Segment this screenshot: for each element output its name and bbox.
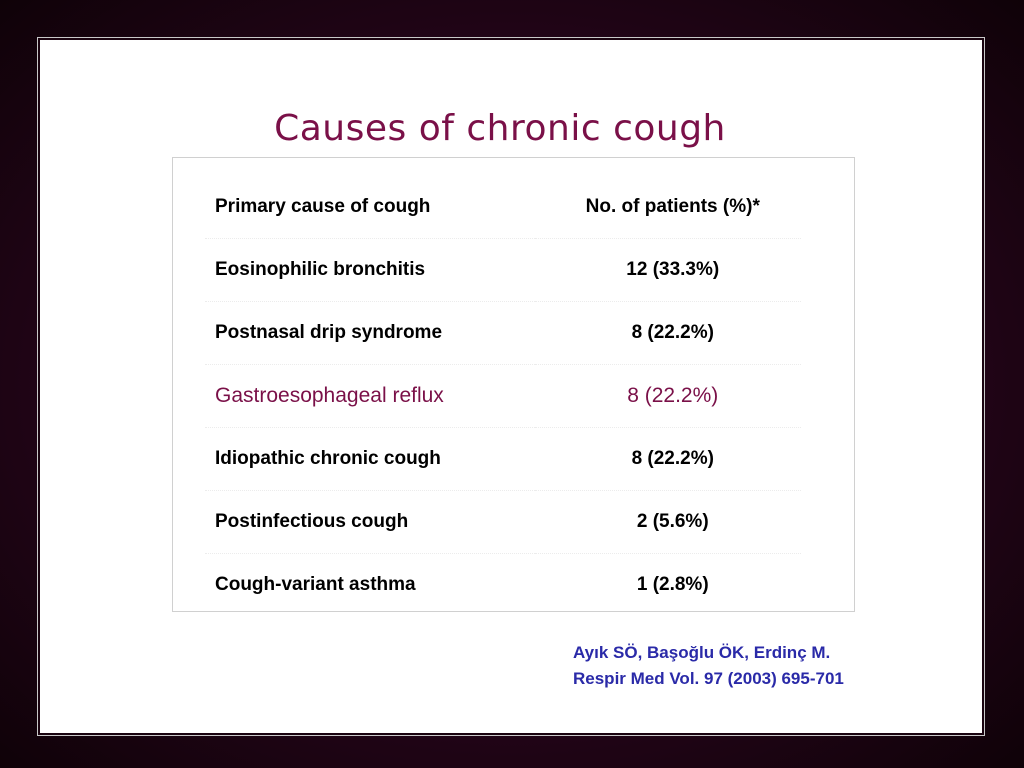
cause-cell: Postnasal drip syndrome [205,302,535,365]
header-cause: Primary cause of cough [205,176,535,239]
cause-cell: Gastroesophageal reflux [205,365,535,428]
table-header-row [205,176,801,239]
patients-cell: 8 (22.2%) [535,365,801,428]
citation-journal: Respir Med Vol. 97 (2003) 695-701 [573,669,844,688]
table-row [205,302,801,365]
header-patients: No. of patients (%)* [535,176,801,239]
table-row [205,239,801,302]
cause-cell: Idiopathic chronic cough [205,428,535,491]
patients-cell: 2 (5.6%) [535,491,801,554]
cause-cell: Cough-variant asthma [215,574,416,595]
cause-cell: Postinfectious cough [205,491,535,554]
citation [573,640,844,692]
citation-authors: Ayık SÖ, Başoğlu ÖK, Erdinç M. [573,643,831,662]
patients-cell: 12 (33.3%) [535,239,801,302]
patients-cell: 8 (22.2%) [535,428,801,491]
patients-cell: 1 (2.8%) [636,574,709,595]
table-row [205,554,801,617]
cause-cell: Eosinophilic bronchitis [205,239,535,302]
slide [38,38,984,735]
table-row-highlighted [205,365,801,428]
causes-table [205,176,801,616]
table-row [205,491,801,554]
table-row [205,428,801,491]
slide-title: Causes of chronic cough [274,108,726,149]
patients-cell: 8 (22.2%) [535,302,801,365]
table-container [172,157,855,612]
